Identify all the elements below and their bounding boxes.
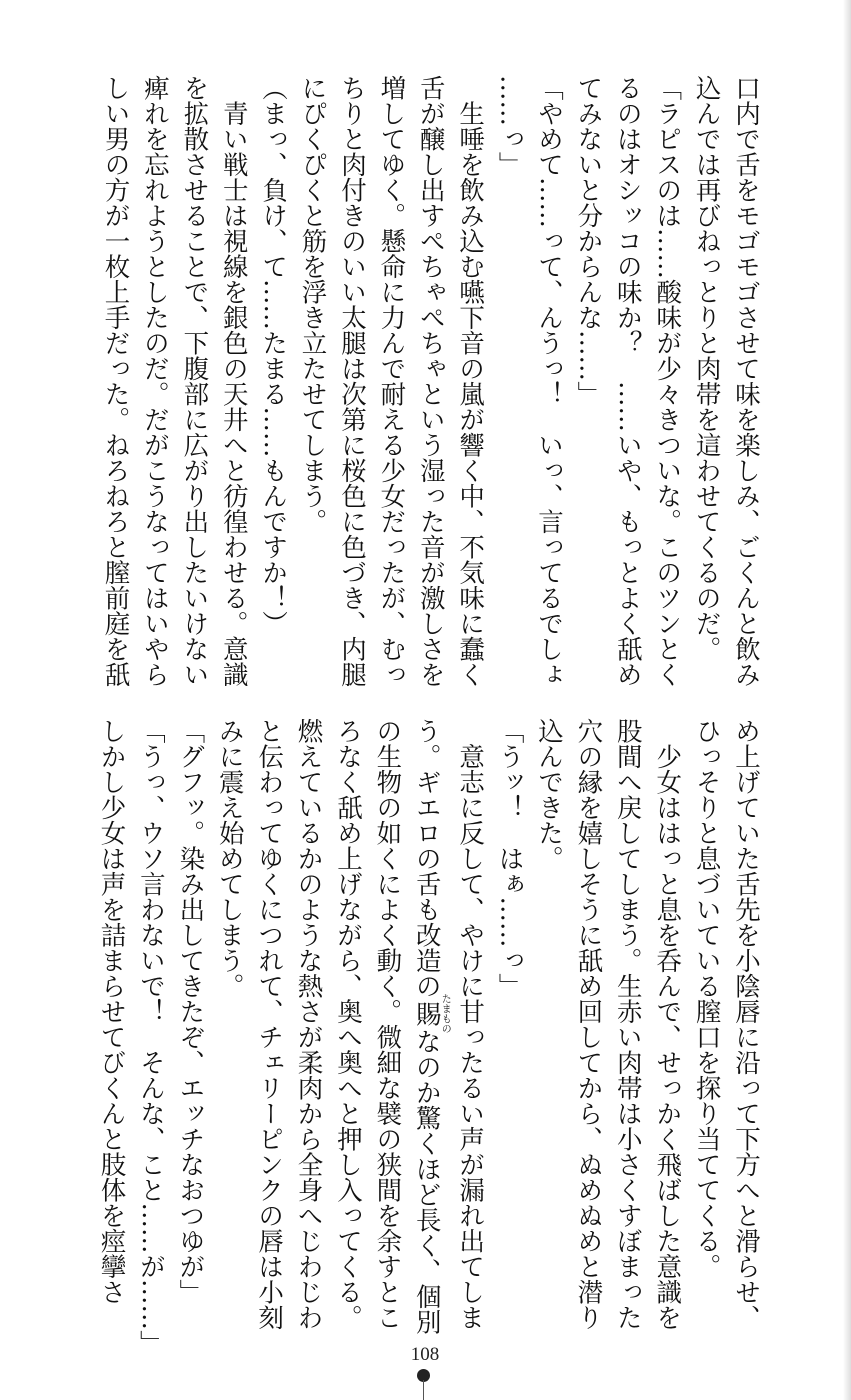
- page-edge-shadow: [843, 0, 851, 1400]
- text-column: 少女ははっと息を呑んで、せっかく飛ばした意識を: [652, 718, 683, 1330]
- page-number: 108: [410, 1344, 440, 1365]
- text-column: の生物の如くによく動く。微細な襞の狭間を余すとこ: [372, 718, 403, 1330]
- text-segment: う。ギエロの舌も改造の: [411, 718, 442, 999]
- text-column: 込んでは再びねっとりと肉帯を這わせてくるのだ。: [691, 75, 722, 662]
- text-column: 青い戦士は視線を銀色の天井へと彷徨わせる。意識: [218, 75, 249, 687]
- text-column: を拡散させることで、下腹部に広がり出したいけない: [179, 75, 210, 687]
- text-column: 「グフッ。染み出してきたぞ、エッチなおつゆが」: [175, 718, 206, 1305]
- text-column: 口内で舌をモゴモゴさせて味を楽しみ、ごくんと飲み: [731, 75, 761, 687]
- text-column: 意志に反して、やけに甘ったるい声が漏れ出てしま: [455, 718, 486, 1330]
- text-column: め上げていた舌先を小陰唇に沿って下方へと滑らせ、: [731, 718, 761, 1330]
- text-column: ひっそりと息づいている膣口を探り当ててくる。: [691, 718, 722, 1279]
- text-column: しい男の方が一枚上手だった。ねろねろと膣前庭を舐: [100, 75, 131, 687]
- upper-text-block: [95, 75, 765, 695]
- text-column: （まっ、負け、て……たまる……もんですか！）: [258, 75, 289, 636]
- ruby-annotation: [411, 993, 451, 1034]
- text-column: 「やめて……って、んうっ！ いっ、言ってるでしょ: [533, 75, 564, 687]
- text-column: 「うッ！ はぁ……っ」: [494, 718, 525, 999]
- text-column: ……っ」: [494, 75, 525, 177]
- ruby-reading: たまもの: [439, 993, 451, 1034]
- text-column: にぴくぴくと筋を浮き立たせてしまう。: [297, 75, 328, 534]
- text-column: 痺れを忘れようとしたのだ。だがこうなってはいやら: [139, 75, 170, 687]
- text-column: 込んできた。: [533, 718, 564, 871]
- text-column: 「うっ、ウソ言わないで！ そんな、こと……が……」: [135, 718, 166, 1356]
- text-column: 「ラピスのは……酸味が少々きついな。このツンとく: [652, 75, 683, 687]
- text-column: 燃えているかのような熱さが柔肉から全身へじわじわ: [293, 718, 324, 1330]
- text-segment: なのか驚くほど長く、個別: [411, 1028, 442, 1335]
- text-column: 生唾を飲み込む嚥下音の嵐が響く中、不気味に蠢く: [455, 75, 486, 687]
- text-column: みに震え始めてしまう。: [214, 718, 245, 999]
- text-column: ちりと肉付きのいい太腿は次第に桜色に色づき、内腿: [336, 75, 367, 687]
- text-column: しかし少女は声を詰まらせてびくんと肢体を痙攣さ: [96, 718, 127, 1305]
- text-column: と伝わってゆくにつれて、チェリーピンクの唇は小刻: [254, 718, 285, 1330]
- ruby-base: 賜: [411, 993, 442, 1034]
- text-column: るのはオシッコの味か？ ……いや、もっとよく舐め: [612, 75, 643, 687]
- text-column: ろなく舐め上げながら、奥へ奥へと押し入ってくる。: [332, 718, 363, 1330]
- text-column: 増してゆく。懸命に力んで耐える少女だったが、むっ: [376, 75, 407, 687]
- text-column: 舌が醸し出すぺちゃぺちゃという湿った音が激しさを: [415, 75, 446, 687]
- text-column-with-ruby: [406, 718, 449, 1338]
- page-marker-line: [423, 1380, 424, 1400]
- text-column: 穴の縁を嬉しそうに舐め回してから、ぬめぬめと潜り: [573, 718, 604, 1330]
- text-column: てみないと分からんな……」: [573, 75, 604, 407]
- text-column: 股間へ戻してしまう。生赤い肉帯は小さくすぼまった: [612, 718, 643, 1330]
